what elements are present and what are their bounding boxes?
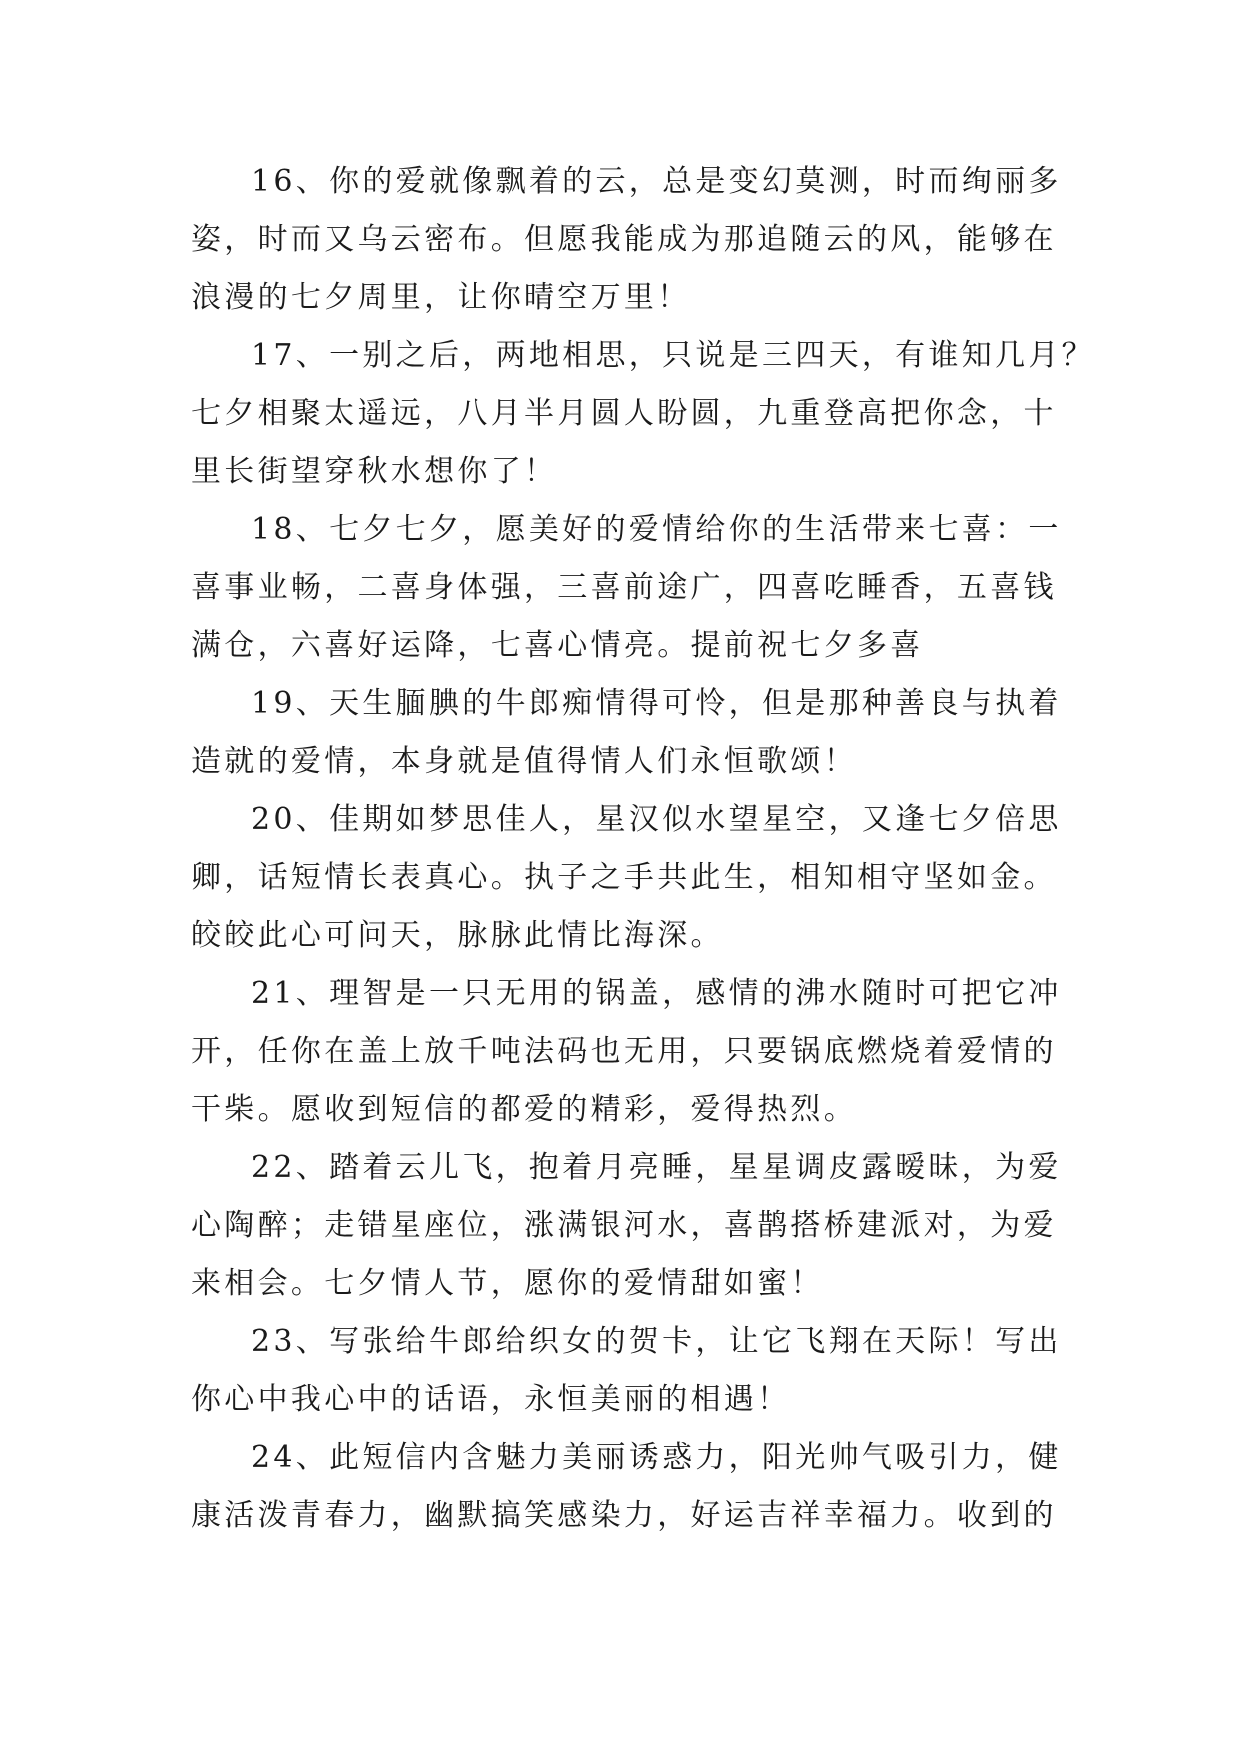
text-line: 21、理智是一只无用的锅盖，感情的沸水随时可把它冲: [251, 976, 1062, 1011]
text-line: 22、踏着云儿飞，抱着月亮睡，星星调皮露暧昧，为爱: [251, 1150, 1062, 1185]
text-line: 24、此短信内含魅力美丽诱惑力，阳光帅气吸引力，健: [251, 1440, 1062, 1475]
text-line: 20、佳期如梦思佳人，星汉似水望星空，又逢七夕倍思: [251, 802, 1062, 837]
paragraph-20: [191, 791, 1061, 965]
paragraph-18: [191, 501, 1061, 675]
text-body: [191, 153, 1095, 1545]
paragraph-24: [191, 1429, 1061, 1545]
text-line: 16、你的爱就像飘着的云，总是变幻莫测，时而绚丽多: [251, 164, 1062, 199]
paragraph-16: [191, 153, 1061, 327]
paragraph-19: [191, 675, 1061, 791]
paragraph-17: [191, 327, 1095, 501]
text-line: 满仓，六喜好运降，七喜心情亮。提前祝七夕多喜: [191, 628, 924, 663]
text-line: 开，任你在盖上放千吨法码也无用，只要锅底燃烧着爱情的: [191, 1034, 1057, 1069]
paragraph-21: [191, 965, 1061, 1139]
text-line: 干柴。愿收到短信的都爱的精彩，爱得热烈。: [191, 1092, 857, 1127]
text-line: 康活泼青春力，幽默搞笑感染力，好运吉祥幸福力。收到的: [191, 1498, 1057, 1533]
text-line: 你心中我心中的话语，永恒美丽的相遇！: [191, 1382, 791, 1417]
text-line: 造就的爱情，本身就是值得情人们永恒歌颂！: [191, 744, 857, 779]
text-line: 来相会。七夕情人节，愿你的爱情甜如蜜！: [191, 1266, 824, 1301]
text-line: 皎皎此心可问天，脉脉此情比海深。: [191, 918, 724, 953]
paragraph-23: [191, 1313, 1061, 1429]
text-line: 喜事业畅，二喜身体强，三喜前途广，四喜吃睡香，五喜钱: [191, 570, 1057, 605]
text-line: 卿，话短情长表真心。执子之手共此生，相知相守坚如金。: [191, 860, 1057, 895]
text-line: 17、一别之后，两地相思，只说是三四天，有谁知几月？: [251, 338, 1095, 373]
text-line: 里长街望穿秋水想你了！: [191, 454, 558, 489]
text-line: 姿，时而又乌云密布。但愿我能成为那追随云的风，能够在: [191, 222, 1057, 257]
text-line: 23、写张给牛郎给织女的贺卡，让它飞翔在天际！写出: [251, 1324, 1062, 1359]
paragraph-22: [191, 1139, 1061, 1313]
text-line: 18、七夕七夕，愿美好的爱情给你的生活带来七喜：一: [251, 512, 1062, 547]
text-line: 七夕相聚太遥远，八月半月圆人盼圆，九重登高把你念，十: [191, 396, 1057, 431]
text-line: 浪漫的七夕周里，让你晴空万里！: [191, 280, 691, 315]
text-line: 心陶醉；走错星座位，涨满银河水，喜鹊搭桥建派对，为爱: [191, 1208, 1057, 1243]
text-line: 19、天生腼腆的牛郎痴情得可怜，但是那种善良与执着: [251, 686, 1062, 721]
